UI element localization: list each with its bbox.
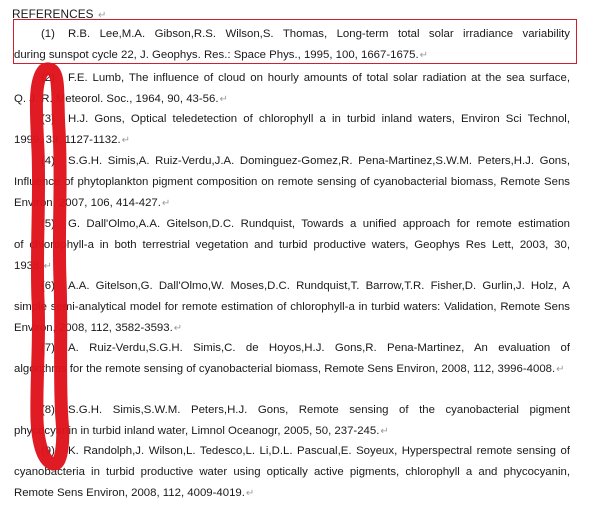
- reference-item-9[interactable]: [14, 441, 570, 504]
- reference-number: (2): [41, 72, 55, 84]
- reference-text-first-line: A.A. Gitelson,G. Dall'Olmo,W. Moses,D.C. Rundquist,T. Barrow,T.R. Fisher,D. Gurlin,J. Holz, A: [68, 280, 570, 292]
- reference-text-continuation: of chlorophyll-a in both terrestrial vegetation and turbid productive waters, Geophys Res Lett, 2003, 30, 1938.: [14, 239, 570, 272]
- reference-number: (6): [41, 280, 55, 292]
- reference-item-5[interactable]: [14, 214, 570, 277]
- reference-number: (5): [41, 218, 55, 230]
- reference-text-continuation: phycocyanin in turbid inland water, Limnol Oceanogr, 2005, 50, 237-245.: [14, 425, 380, 437]
- reference-text-continuation: 1999, 33, 1127-1132.: [14, 134, 121, 146]
- reference-number: (1): [41, 28, 55, 40]
- reference-text-first-line: H.J. Gons, Optical teledetection of chlorophyll a in turbid inland waters, Environ Sci Technol,: [68, 113, 570, 125]
- reference-text-continuation: during sunspot cycle 22, J. Geophys. Res.: Space Phys., 1995, 100, 1667-1675.: [14, 49, 419, 61]
- paragraph-mark: ↵: [121, 135, 131, 146]
- reference-number: (4): [41, 155, 55, 167]
- reference-item-2[interactable]: [14, 68, 570, 110]
- paragraph-mark: ↵: [245, 488, 255, 499]
- paragraph-mark: ↵: [380, 426, 389, 437]
- reference-text-continuation: algorithms for the remote sensing of cyanobacterial biomass, Remote Sens Environ, 2008, 112, 3996-4008.: [14, 363, 556, 375]
- paragraph-mark: ↵: [98, 10, 107, 21]
- reference-text-continuation: simple semi-analytical model for remote estimation of chlorophyll-a in turbid waters: Validation, Remote Sens Environ, 2008, 112, 3582-3593.: [14, 301, 570, 334]
- reference-item-7[interactable]: [14, 338, 570, 380]
- references-heading: REFERENCES ↵: [12, 7, 107, 21]
- reference-text-continuation: cyanobacteria in turbid productive water using optically active pigments, chlorophyll a and phycocyanin, Remote Sens Environ, 2008, 112, 4009-4019.: [14, 466, 570, 499]
- reference-text-first-line: S.G.H. Simis,A. Ruiz-Verdu,J.A. Dominguez-Gomez,R. Pena-Martinez,S.W.M. Peters,H.J. Gons,: [68, 155, 570, 167]
- paragraph-mark: ↵: [219, 94, 228, 105]
- reference-text-continuation: Influence of phytoplankton pigment composition on remote sensing of cyanobacterial biomass, Remote Sens Environ, 2007, 106, 414-427.: [14, 176, 570, 209]
- reference-number: (8): [41, 404, 55, 416]
- reference-item-4[interactable]: [14, 151, 570, 214]
- reference-number: (3): [41, 113, 55, 125]
- reference-number: (9): [41, 445, 55, 457]
- reference-text-first-line: G. Dall'Olmo,A.A. Gitelson,D.C. Rundquist, Towards a unified approach for remote estimation: [68, 218, 570, 230]
- paragraph-mark: ↵: [173, 323, 183, 334]
- reference-number: (7): [41, 342, 55, 354]
- reference-text-first-line: R.B. Lee,M.A. Gibson,R.S. Wilson,S. Thomas, Long-term total solar irradiance variability: [68, 28, 570, 40]
- paragraph-mark: ↵: [419, 50, 429, 61]
- paragraph-mark: ↵: [43, 261, 52, 272]
- reference-text-first-line: K. Randolph,J. Wilson,L. Tedesco,L. Li,D.L. Pascual,E. Soyeux, Hyperspectral remote sensing of: [68, 445, 570, 457]
- reference-text-first-line: A. Ruiz-Verdu,S.G.H. Simis,C. de Hoyos,H.J. Gons,R. Pena-Martinez, An evaluation of: [68, 342, 570, 354]
- reference-text-continuation: Q. J. R. Meteorol. Soc., 1964, 90, 43-56.: [14, 93, 219, 105]
- reference-item-6[interactable]: [14, 276, 570, 339]
- paragraph-mark: ↵: [556, 364, 565, 375]
- reference-item-1[interactable]: [14, 24, 570, 66]
- reference-text-first-line: S.G.H. Simis,S.W.M. Peters,H.J. Gons, Remote sensing of the cyanobacterial pigment: [68, 404, 570, 416]
- reference-item-3[interactable]: [14, 109, 570, 151]
- reference-item-8[interactable]: [14, 400, 570, 442]
- reference-text-first-line: F.E. Lumb, The influence of cloud on hourly amounts of total solar radiation at the sea surface,: [68, 72, 570, 84]
- paragraph-mark: ↵: [161, 198, 171, 209]
